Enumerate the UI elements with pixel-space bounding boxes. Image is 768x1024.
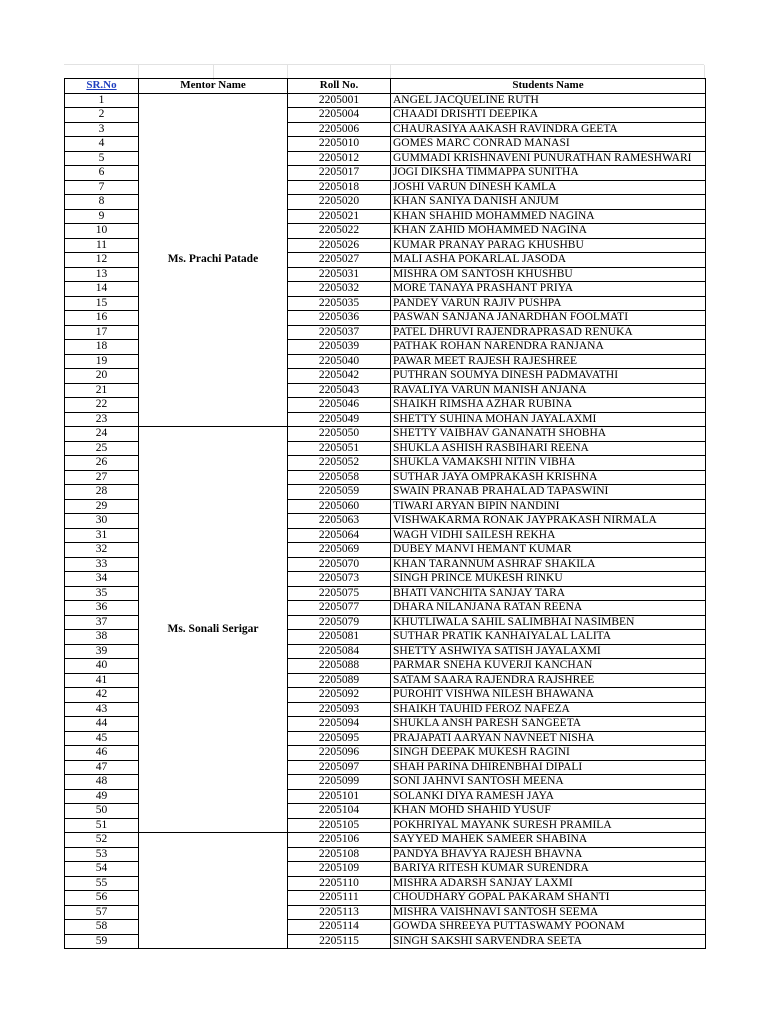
sr-no-cell: 59 bbox=[65, 934, 139, 949]
student-name-cell: SWAIN PRANAB PRAHALAD TAPASWINI bbox=[391, 485, 706, 500]
student-name-cell: KHAN ZAHID MOHAMMED NAGINA bbox=[391, 224, 706, 239]
student-name-cell: MISHRA OM SANTOSH KHUSHBU bbox=[391, 267, 706, 282]
sr-no-cell: 8 bbox=[65, 195, 139, 210]
student-name-cell: KHAN SHAHID MOHAMMED NAGINA bbox=[391, 209, 706, 224]
roll-no-cell: 2205046 bbox=[288, 398, 391, 413]
student-name-cell: SHAIKH TAUHID FEROZ NAFEZA bbox=[391, 702, 706, 717]
roll-no-cell: 2205073 bbox=[288, 572, 391, 587]
sr-no-cell: 6 bbox=[65, 166, 139, 181]
roll-no-cell: 2205050 bbox=[288, 427, 391, 442]
roll-no-cell: 2205063 bbox=[288, 514, 391, 529]
sr-no-cell: 28 bbox=[65, 485, 139, 500]
sr-no-cell: 58 bbox=[65, 920, 139, 935]
roll-no-cell: 2205104 bbox=[288, 804, 391, 819]
roll-no-cell: 2205099 bbox=[288, 775, 391, 790]
mentor-name-cell: Ms. Sonali Serigar bbox=[139, 427, 288, 833]
student-name-cell: SUTHAR JAYA OMPRAKASH KRISHNA bbox=[391, 470, 706, 485]
roll-no-cell: 2205027 bbox=[288, 253, 391, 268]
roll-no-cell: 2205022 bbox=[288, 224, 391, 239]
sr-no-cell: 44 bbox=[65, 717, 139, 732]
roll-no-cell: 2205109 bbox=[288, 862, 391, 877]
student-name-cell: KUMAR PRANAY PARAG KHUSHBU bbox=[391, 238, 706, 253]
sr-no-cell: 22 bbox=[65, 398, 139, 413]
student-name-cell: KHAN MOHD SHAHID YUSUF bbox=[391, 804, 706, 819]
sr-no-cell: 43 bbox=[65, 702, 139, 717]
sr-no-cell: 34 bbox=[65, 572, 139, 587]
student-name-cell: SOLANKI DIYA RAMESH JAYA bbox=[391, 789, 706, 804]
sr-no-cell: 42 bbox=[65, 688, 139, 703]
roll-no-cell: 2205108 bbox=[288, 847, 391, 862]
sr-no-cell: 11 bbox=[65, 238, 139, 253]
sr-no-cell: 5 bbox=[65, 151, 139, 166]
sr-no-cell: 52 bbox=[65, 833, 139, 848]
student-name-cell: TIWARI ARYAN BIPIN NANDINI bbox=[391, 499, 706, 514]
sr-no-cell: 4 bbox=[65, 137, 139, 152]
student-name-cell: DUBEY MANVI HEMANT KUMAR bbox=[391, 543, 706, 558]
student-name-cell: SINGH DEEPAK MUKESH RAGINI bbox=[391, 746, 706, 761]
sr-no-cell: 56 bbox=[65, 891, 139, 906]
student-name-cell: GUMMADI KRISHNAVENI PUNURATHAN RAMESHWARI bbox=[391, 151, 706, 166]
sr-no-cell: 15 bbox=[65, 296, 139, 311]
roll-no-cell: 2205042 bbox=[288, 369, 391, 384]
student-name-cell: SHUKLA ANSH PARESH SANGEETA bbox=[391, 717, 706, 732]
sr-no-cell: 47 bbox=[65, 760, 139, 775]
student-name-cell: PATHAK ROHAN NARENDRA RANJANA bbox=[391, 340, 706, 355]
student-name-cell: ANGEL JACQUELINE RUTH bbox=[391, 93, 706, 108]
roll-no-cell: 2205095 bbox=[288, 731, 391, 746]
roll-no-cell: 2205089 bbox=[288, 673, 391, 688]
roll-no-cell: 2205069 bbox=[288, 543, 391, 558]
student-name-cell: SINGH PRINCE MUKESH RINKU bbox=[391, 572, 706, 587]
roll-no-cell: 2205049 bbox=[288, 412, 391, 427]
sr-no-cell: 17 bbox=[65, 325, 139, 340]
sr-no-cell: 53 bbox=[65, 847, 139, 862]
student-name-cell: JOSHI VARUN DINESH KAMLA bbox=[391, 180, 706, 195]
sr-no-cell: 1 bbox=[65, 93, 139, 108]
roll-no-cell: 2205084 bbox=[288, 644, 391, 659]
student-name-cell: PANDEY VARUN RAJIV PUSHPA bbox=[391, 296, 706, 311]
roll-no-cell: 2205075 bbox=[288, 586, 391, 601]
roll-no-cell: 2205018 bbox=[288, 180, 391, 195]
sr-no-cell: 45 bbox=[65, 731, 139, 746]
roll-no-cell: 2205070 bbox=[288, 557, 391, 572]
student-name-cell: BHATI VANCHITA SANJAY TARA bbox=[391, 586, 706, 601]
header-row bbox=[65, 79, 706, 94]
roll-no-cell: 2205113 bbox=[288, 905, 391, 920]
sr-no-cell: 35 bbox=[65, 586, 139, 601]
sr-no-cell: 41 bbox=[65, 673, 139, 688]
mentor-name-cell bbox=[139, 833, 288, 949]
table-row bbox=[65, 93, 706, 108]
sr-no-cell: 26 bbox=[65, 456, 139, 471]
student-name-cell: KHAN TARANNUM ASHRAF SHAKILA bbox=[391, 557, 706, 572]
roll-no-cell: 2205097 bbox=[288, 760, 391, 775]
roll-no-cell: 2205115 bbox=[288, 934, 391, 949]
roll-no-cell: 2205043 bbox=[288, 383, 391, 398]
sr-no-cell: 3 bbox=[65, 122, 139, 137]
sr-no-cell: 30 bbox=[65, 514, 139, 529]
roll-no-cell: 2205036 bbox=[288, 311, 391, 326]
sr-no-cell: 10 bbox=[65, 224, 139, 239]
roll-no-cell: 2205040 bbox=[288, 354, 391, 369]
sr-no-cell: 40 bbox=[65, 659, 139, 674]
header-srno[interactable]: SR.No bbox=[65, 79, 139, 94]
sr-no-cell: 55 bbox=[65, 876, 139, 891]
roll-no-cell: 2205052 bbox=[288, 456, 391, 471]
student-name-cell: SAYYED MAHEK SAMEER SHABINA bbox=[391, 833, 706, 848]
roll-no-cell: 2205111 bbox=[288, 891, 391, 906]
student-name-cell: KHAN SANIYA DANISH ANJUM bbox=[391, 195, 706, 210]
student-name-cell: SHETTY ASHWIYA SATISH JAYALAXMI bbox=[391, 644, 706, 659]
sr-no-cell: 36 bbox=[65, 601, 139, 616]
table-row bbox=[65, 427, 706, 442]
student-name-cell: GOMES MARC CONRAD MANASI bbox=[391, 137, 706, 152]
student-name-cell: SHUKLA ASHISH RASBIHARI REENA bbox=[391, 441, 706, 456]
roll-no-cell: 2205101 bbox=[288, 789, 391, 804]
sr-no-cell: 32 bbox=[65, 543, 139, 558]
roll-no-cell: 2205093 bbox=[288, 702, 391, 717]
student-name-cell: SONI JAHNVI SANTOSH MEENA bbox=[391, 775, 706, 790]
student-name-cell: PATEL DHRUVI RAJENDRAPRASAD RENUKA bbox=[391, 325, 706, 340]
sr-no-cell: 37 bbox=[65, 615, 139, 630]
roll-no-cell: 2205114 bbox=[288, 920, 391, 935]
sr-no-cell: 23 bbox=[65, 412, 139, 427]
sr-no-cell: 48 bbox=[65, 775, 139, 790]
roll-no-cell: 2205031 bbox=[288, 267, 391, 282]
roll-no-cell: 2205010 bbox=[288, 137, 391, 152]
student-name-cell: PANDYA BHAVYA RAJESH BHAVNA bbox=[391, 847, 706, 862]
table-body bbox=[65, 93, 706, 949]
sr-no-cell: 12 bbox=[65, 253, 139, 268]
sr-no-cell: 25 bbox=[65, 441, 139, 456]
roll-no-cell: 2205020 bbox=[288, 195, 391, 210]
roll-no-cell: 2205021 bbox=[288, 209, 391, 224]
sr-no-cell: 29 bbox=[65, 499, 139, 514]
sr-no-cell: 7 bbox=[65, 180, 139, 195]
student-name-cell: CHAURASIYA AAKASH RAVINDRA GEETA bbox=[391, 122, 706, 137]
student-name-cell: SHUKLA VAMAKSHI NITIN VIBHA bbox=[391, 456, 706, 471]
roll-no-cell: 2205004 bbox=[288, 108, 391, 123]
student-name-cell: MORE TANAYA PRASHANT PRIYA bbox=[391, 282, 706, 297]
sr-no-cell: 39 bbox=[65, 644, 139, 659]
sr-no-cell: 19 bbox=[65, 354, 139, 369]
sr-no-cell: 9 bbox=[65, 209, 139, 224]
header-mentor: Mentor Name bbox=[139, 79, 288, 94]
mentor-student-table bbox=[64, 78, 706, 949]
roll-no-cell: 2205012 bbox=[288, 151, 391, 166]
sr-no-cell: 49 bbox=[65, 789, 139, 804]
student-name-cell: PUTHRAN SOUMYA DINESH PADMAVATHI bbox=[391, 369, 706, 384]
roll-no-cell: 2205105 bbox=[288, 818, 391, 833]
roll-no-cell: 2205026 bbox=[288, 238, 391, 253]
student-name-cell: MISHRA VAISHNAVI SANTOSH SEEMA bbox=[391, 905, 706, 920]
sr-no-cell: 50 bbox=[65, 804, 139, 819]
student-name-cell: WAGH VIDHI SAILESH REKHA bbox=[391, 528, 706, 543]
student-name-cell: SINGH SAKSHI SARVENDRA SEETA bbox=[391, 934, 706, 949]
sr-no-cell: 14 bbox=[65, 282, 139, 297]
roll-no-cell: 2205037 bbox=[288, 325, 391, 340]
roll-no-cell: 2205079 bbox=[288, 615, 391, 630]
roll-no-cell: 2205051 bbox=[288, 441, 391, 456]
sr-no-cell: 21 bbox=[65, 383, 139, 398]
header-roll: Roll No. bbox=[288, 79, 391, 94]
student-name-cell: GOWDA SHREEYA PUTTASWAMY POONAM bbox=[391, 920, 706, 935]
sr-no-cell: 18 bbox=[65, 340, 139, 355]
sr-no-cell: 51 bbox=[65, 818, 139, 833]
student-name-cell: KHUTLIWALA SAHIL SALIMBHAI NASIMBEN bbox=[391, 615, 706, 630]
student-name-cell: CHAADI DRISHTI DEEPIKA bbox=[391, 108, 706, 123]
roll-no-cell: 2205096 bbox=[288, 746, 391, 761]
student-name-cell: PASWAN SANJANA JANARDHAN FOOLMATI bbox=[391, 311, 706, 326]
roll-no-cell: 2205058 bbox=[288, 470, 391, 485]
student-name-cell: BARIYA RITESH KUMAR SURENDRA bbox=[391, 862, 706, 877]
sr-no-cell: 24 bbox=[65, 427, 139, 442]
student-name-cell: PUROHIT VISHWA NILESH BHAWANA bbox=[391, 688, 706, 703]
student-name-cell: VISHWAKARMA RONAK JAYPRAKASH NIRMALA bbox=[391, 514, 706, 529]
student-name-cell: SUTHAR PRATIK KANHAIYALAL LALITA bbox=[391, 630, 706, 645]
student-name-cell: SHAH PARINA DHIRENBHAI DIPALI bbox=[391, 760, 706, 775]
sr-no-cell: 2 bbox=[65, 108, 139, 123]
sr-no-cell: 54 bbox=[65, 862, 139, 877]
roll-no-cell: 2205110 bbox=[288, 876, 391, 891]
roll-no-cell: 2205064 bbox=[288, 528, 391, 543]
roll-no-cell: 2205081 bbox=[288, 630, 391, 645]
roll-no-cell: 2205059 bbox=[288, 485, 391, 500]
student-name-cell: PAWAR MEET RAJESH RAJESHREE bbox=[391, 354, 706, 369]
sr-no-cell: 46 bbox=[65, 746, 139, 761]
sr-no-cell: 31 bbox=[65, 528, 139, 543]
roll-no-cell: 2205092 bbox=[288, 688, 391, 703]
roll-no-cell: 2205088 bbox=[288, 659, 391, 674]
sr-no-cell: 57 bbox=[65, 905, 139, 920]
roll-no-cell: 2205060 bbox=[288, 499, 391, 514]
roll-no-cell: 2205035 bbox=[288, 296, 391, 311]
student-name-cell: MISHRA ADARSH SANJAY LAXMI bbox=[391, 876, 706, 891]
student-name-cell: SHAIKH RIMSHA AZHAR RUBINA bbox=[391, 398, 706, 413]
student-name-cell: SATAM SAARA RAJENDRA RAJSHREE bbox=[391, 673, 706, 688]
student-name-cell: RAVALIYA VARUN MANISH ANJANA bbox=[391, 383, 706, 398]
sr-no-cell: 33 bbox=[65, 557, 139, 572]
student-name-cell: SHETTY VAIBHAV GANANATH SHOBHA bbox=[391, 427, 706, 442]
roll-no-cell: 2205077 bbox=[288, 601, 391, 616]
roll-no-cell: 2205032 bbox=[288, 282, 391, 297]
student-name-cell: DHARA NILANJANA RATAN REENA bbox=[391, 601, 706, 616]
roll-no-cell: 2205094 bbox=[288, 717, 391, 732]
student-name-cell: SHETTY SUHINA MOHAN JAYALAXMI bbox=[391, 412, 706, 427]
roll-no-cell: 2205039 bbox=[288, 340, 391, 355]
student-name-cell: CHOUDHARY GOPAL PAKARAM SHANTI bbox=[391, 891, 706, 906]
roll-no-cell: 2205106 bbox=[288, 833, 391, 848]
sr-no-cell: 16 bbox=[65, 311, 139, 326]
sr-no-cell: 13 bbox=[65, 267, 139, 282]
sr-no-cell: 27 bbox=[65, 470, 139, 485]
roll-no-cell: 2205017 bbox=[288, 166, 391, 181]
student-name-cell: JOGI DIKSHA TIMMAPPA SUNITHA bbox=[391, 166, 706, 181]
sr-no-cell: 20 bbox=[65, 369, 139, 384]
header-student: Students Name bbox=[391, 79, 706, 94]
table-row bbox=[65, 833, 706, 848]
student-name-cell: MALI ASHA POKARLAL JASODA bbox=[391, 253, 706, 268]
student-name-cell: POKHRIYAL MAYANK SURESH PRAMILA bbox=[391, 818, 706, 833]
sr-no-cell: 38 bbox=[65, 630, 139, 645]
mentor-name-cell: Ms. Prachi Patade bbox=[139, 93, 288, 427]
roll-no-cell: 2205001 bbox=[288, 93, 391, 108]
student-name-cell: PARMAR SNEHA KUVERJI KANCHAN bbox=[391, 659, 706, 674]
student-name-cell: PRAJAPATI AARYAN NAVNEET NISHA bbox=[391, 731, 706, 746]
roll-no-cell: 2205006 bbox=[288, 122, 391, 137]
